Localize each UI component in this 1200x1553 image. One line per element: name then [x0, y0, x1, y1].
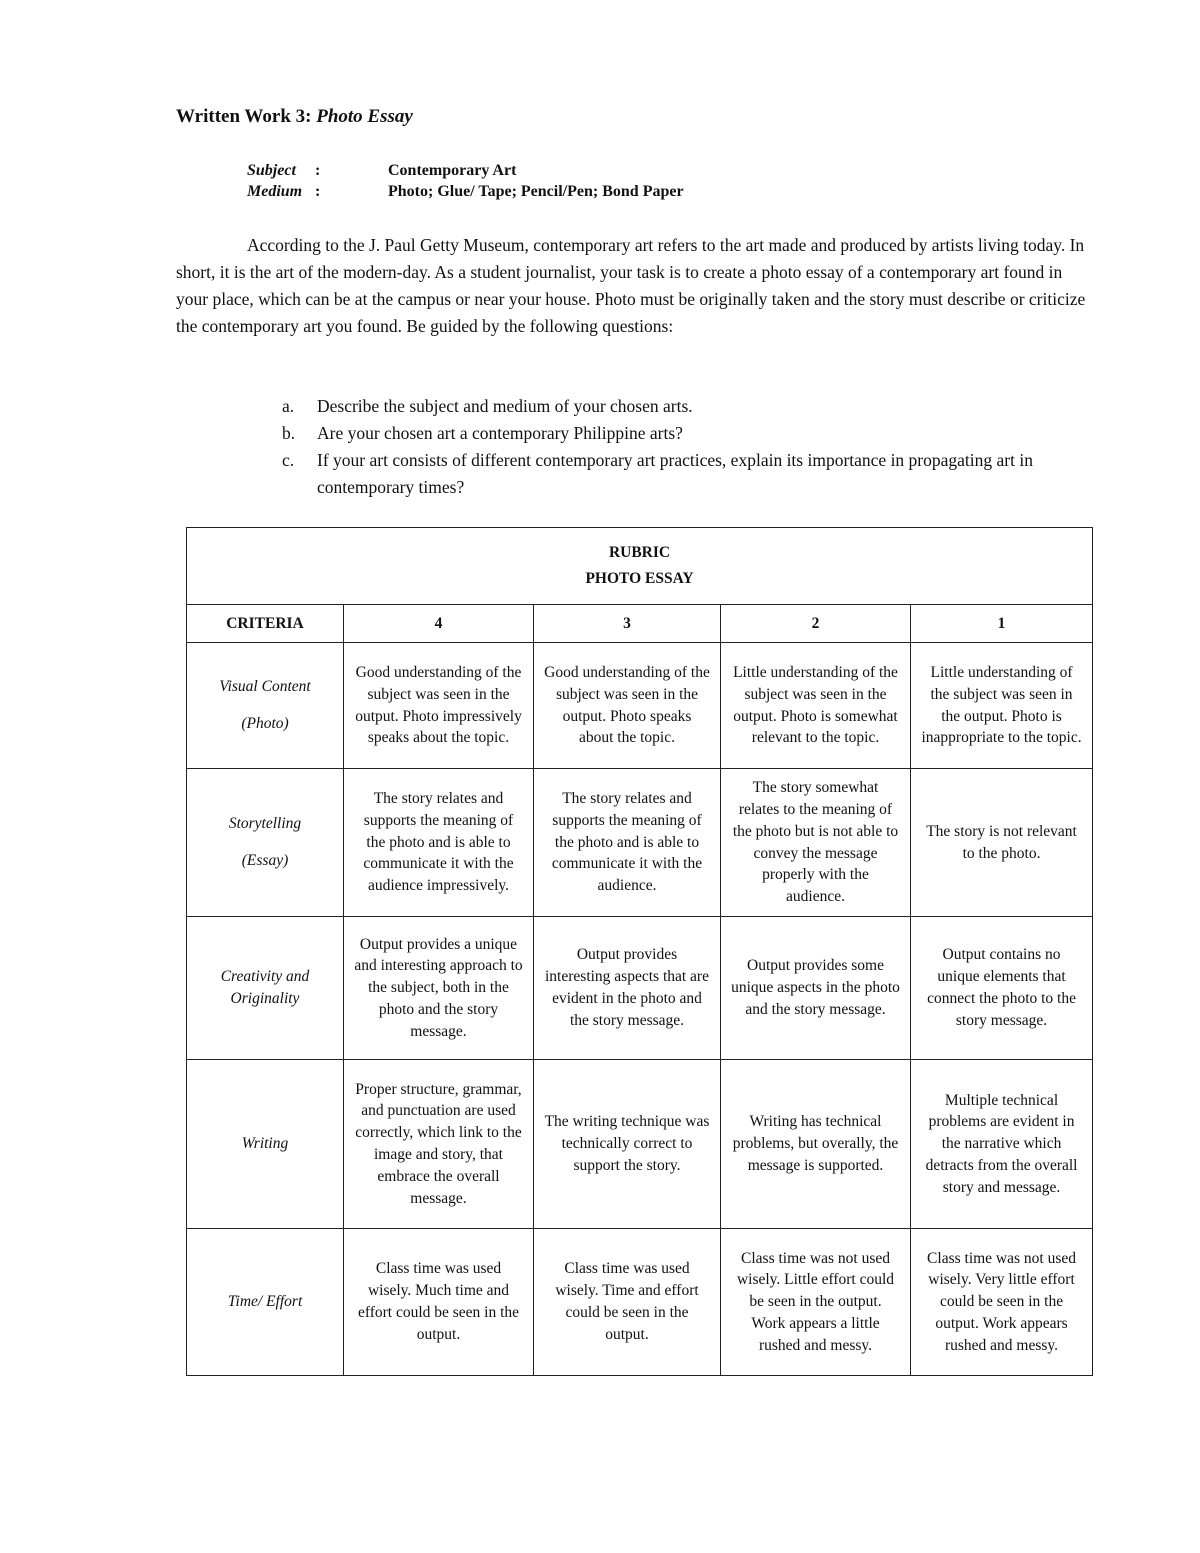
question-list	[282, 393, 1072, 501]
title-prefix: Written Work 3:	[176, 106, 312, 127]
table-cell: Output contains no unique elements that connect the photo to the story message.	[911, 917, 1093, 1060]
title-italic: Photo Essay	[316, 106, 413, 127]
list-letter: a.	[282, 396, 295, 416]
table-cell: Little understanding of the subject was seen in the output. Photo is inappropriate to the topic.	[911, 643, 1093, 769]
criterion-name: Writing	[241, 1135, 289, 1153]
criterion-name: Creativity and Originality	[220, 968, 310, 1007]
criterion-cell	[187, 769, 344, 917]
rubric-title-cell	[187, 528, 1093, 605]
intro-text: According to the J. Paul Getty Museum, contemporary art refers to the art made and produced by artists living today. In short, it is the art of the modern-day. As a student journalist, your task is to create a photo essay of a contemporary art found in your place, which can be at the campus or near your house. Photo must be originally taken and the story must describe or criticize the contemporary art you found. Be guided by the following questions:	[176, 235, 1086, 336]
table-cell: Good understanding of the subject was seen in the output. Photo speaks about the topic.	[534, 643, 721, 769]
table-cell: The story relates and supports the meaning of the photo and is able to communicate it with the audience impressively.	[344, 769, 534, 917]
table-cell: Class time was not used wisely. Little effort could be seen in the output. Work appears a little rushed and messy.	[721, 1229, 911, 1376]
meta-colon: :	[315, 162, 321, 179]
list-letter: b.	[282, 423, 296, 443]
intro-paragraph	[176, 232, 1096, 340]
meta-value: Photo; Glue/ Tape; Pencil/Pen; Bond Paper	[388, 183, 684, 200]
criterion-sub: (Photo)	[241, 715, 289, 732]
table-row	[187, 1229, 1093, 1376]
list-text: If your art consists of different contemporary art practices, explain its importance in propagating art in contemporary times?	[317, 450, 1033, 497]
list-item	[282, 447, 1072, 501]
column-header: 2	[721, 605, 911, 643]
column-header: CRITERIA	[187, 605, 344, 643]
list-item	[282, 393, 1072, 420]
page-title	[176, 106, 413, 128]
meta-value: Contemporary Art	[388, 162, 517, 179]
criterion-name: Storytelling	[228, 815, 302, 833]
table-cell: Multiple technical problems are evident in the narrative which detracts from the overall story and message.	[911, 1060, 1093, 1229]
criterion-cell	[187, 1060, 344, 1229]
table-cell: Class time was used wisely. Much time and effort could be seen in the output.	[344, 1229, 534, 1376]
table-row	[187, 769, 1093, 917]
table-cell: Class time was not used wisely. Very little effort could be seen in the output. Work appears rushed and messy.	[911, 1229, 1093, 1376]
list-item	[282, 420, 1072, 447]
table-row	[187, 1060, 1093, 1229]
table-cell: The story somewhat relates to the meaning of the photo but is not able to convey the message properly with the audience.	[721, 769, 911, 917]
meta-block	[247, 160, 684, 202]
list-letter: c.	[282, 450, 295, 470]
meta-row-medium	[247, 181, 684, 202]
table-cell: Output provides a unique and interesting approach to the subject, both in the photo and the story message.	[344, 917, 534, 1060]
table-cell: Writing has technical problems, but overally, the message is supported.	[721, 1060, 911, 1229]
table-header-row	[187, 605, 1093, 643]
table-cell: Good understanding of the subject was seen in the output. Photo impressively speaks about the topic.	[344, 643, 534, 769]
meta-colon: :	[315, 183, 321, 200]
column-header: 3	[534, 605, 721, 643]
meta-key: Medium	[247, 183, 303, 200]
meta-row-subject	[247, 160, 684, 181]
criterion-sub: (Essay)	[241, 852, 289, 869]
table-cell: Output provides interesting aspects that are evident in the photo and the story message.	[534, 917, 721, 1060]
meta-key: Subject	[247, 162, 296, 179]
table-cell: Little understanding of the subject was seen in the output. Photo is somewhat relevant to the topic.	[721, 643, 911, 769]
list-text: Describe the subject and medium of your chosen arts.	[317, 396, 693, 416]
rubric-title: RUBRIC	[608, 544, 671, 562]
rubric-table	[186, 527, 1093, 1376]
table-cell: The story is not relevant to the photo.	[911, 769, 1093, 917]
criterion-cell	[187, 1229, 344, 1376]
criterion-name: Visual Content	[219, 678, 311, 696]
table-row	[187, 917, 1093, 1060]
criterion-name: Time/ Effort	[227, 1293, 303, 1311]
criterion-cell	[187, 643, 344, 769]
table-row	[187, 643, 1093, 769]
table-cell: Class time was used wisely. Time and effort could be seen in the output.	[534, 1229, 721, 1376]
column-header: 4	[344, 605, 534, 643]
table-cell: The story relates and supports the meaning of the photo and is able to communicate it with the audience.	[534, 769, 721, 917]
table-cell: Output provides some unique aspects in the photo and the story message.	[721, 917, 911, 1060]
rubric-subtitle: PHOTO ESSAY	[585, 570, 694, 587]
list-text: Are your chosen art a contemporary Philippine arts?	[317, 423, 683, 443]
table-cell: The writing technique was technically correct to support the story.	[534, 1060, 721, 1229]
criterion-cell	[187, 917, 344, 1060]
column-header: 1	[911, 605, 1093, 643]
table-cell: Proper structure, grammar, and punctuation are used correctly, which link to the image and story, that embrace the overall message.	[344, 1060, 534, 1229]
